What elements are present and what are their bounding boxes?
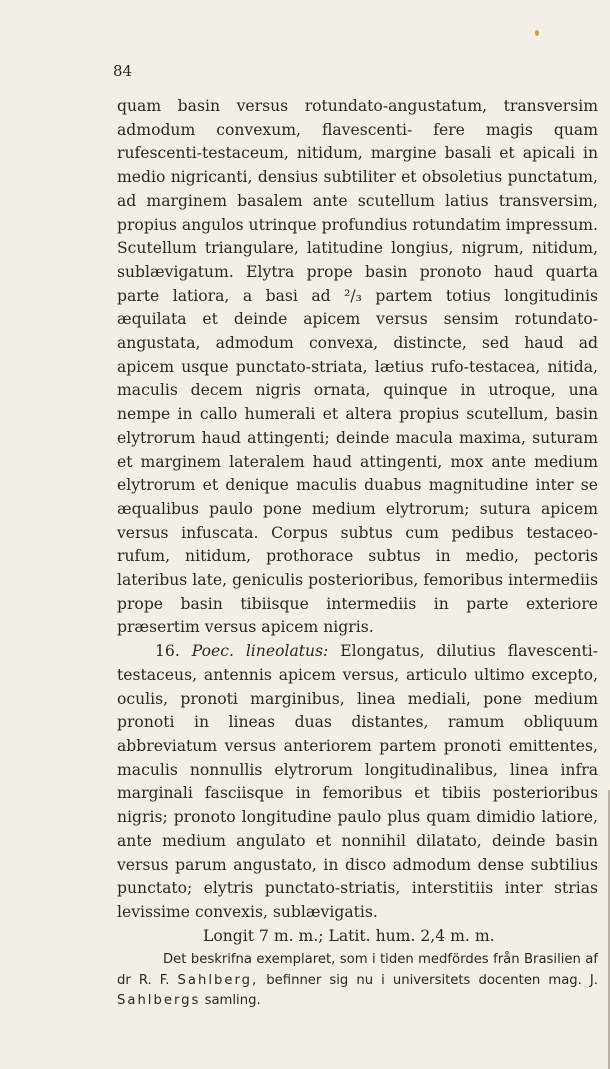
- measurements: Longit 7 m. m.; Latit. hum. 2,4 m. m.: [203, 926, 495, 945]
- footnote-text-2: befinner sig nu i universitets docenten mag. J.: [266, 972, 598, 988]
- decorative-speck: [535, 30, 539, 36]
- footnote-person-name-2: Sahlbergs: [117, 992, 201, 1008]
- description-paragraph: quam basin versus rotundato-angustatum, transversim admodum convexum, flavescenti- fere magis quam rufescenti-testaceum, nitidum, margine basali et apicali in medio nigricanti, densius subtiliter et obsoletius punctatum, ad marginem basalem ante scutellum latius transversim, propius angulos utrinque profundius rotundatim impressum. Scutellum triangulare, latitudine longius, nigrum, nitidum, sublævigatum. Elytra prope basin pronoto haud quarta parte latiora, a basi ad ²/₃ partem totius longitudinis æquilata et deinde apicem versus sensim rotundato-angustata, admodum convexa, distincte, sed haud ad apicem usque punctato-striata, lætius rufo-testacea, nitida, maculis decem nigris ornata, quinque in utroque, una nempe in callo humerali et altera propius scutellum, basin elytrorum haud attingenti; deinde macula maxima, suturam et marginem lateralem haud attingenti, mox ante medium elytrorum et denique maculis duabus magnitudine inter se æqualibus paulo pone medium elytrorum; sutura apicem versus infuscata. Corpus subtus cum pedibus testaceo-rufum, nitidum, prothorace subtus in medio, pectoris lateribus late, geniculis posterioribus, femoribus intermediis prope basin tibiisque intermediis in parte exteriore præsertim versus apicem nigris.: [117, 97, 598, 637]
- footnote: [117, 950, 598, 1011]
- species-description: Elongatus, dilutius flavescenti-testaceus, antennis apicem versus, articulo ultimo excepto, oculis, pronoti marginibus, linea mediali, pone medium pronoti in lineas duas distantes, ramum obliquum abbreviatum versus anteriorem partem pronoti emittentes, maculis nonnullis elytrorum longitudinalibus, linea infra marginali fasciisque in femoribus et tibiis posterioribus nigris; pronoto longitudine paulo plus quam dimidio latiore, ante medium angulato et nonnihil dilatato, deinde basin versus parum angustato, in disco admodum dense subtilius punctato; elytris punctato-striatis, interstitiis inter strias levissime convexis, sublævigatis.: [117, 642, 598, 921]
- footnote-person-name-1: Sahlberg,: [177, 972, 259, 988]
- page-number: 84: [113, 62, 133, 80]
- species-entry: [117, 640, 598, 924]
- species-number: 16.: [155, 642, 180, 661]
- footnote-text-1: Det beskrifna exemplaret, som i tiden medfördes från Brasilien af dr R. F.: [117, 952, 598, 988]
- footnote-text-3: samling.: [204, 992, 261, 1008]
- page-body: [117, 95, 598, 1011]
- species-name: Poec. lineolatus:: [191, 642, 329, 661]
